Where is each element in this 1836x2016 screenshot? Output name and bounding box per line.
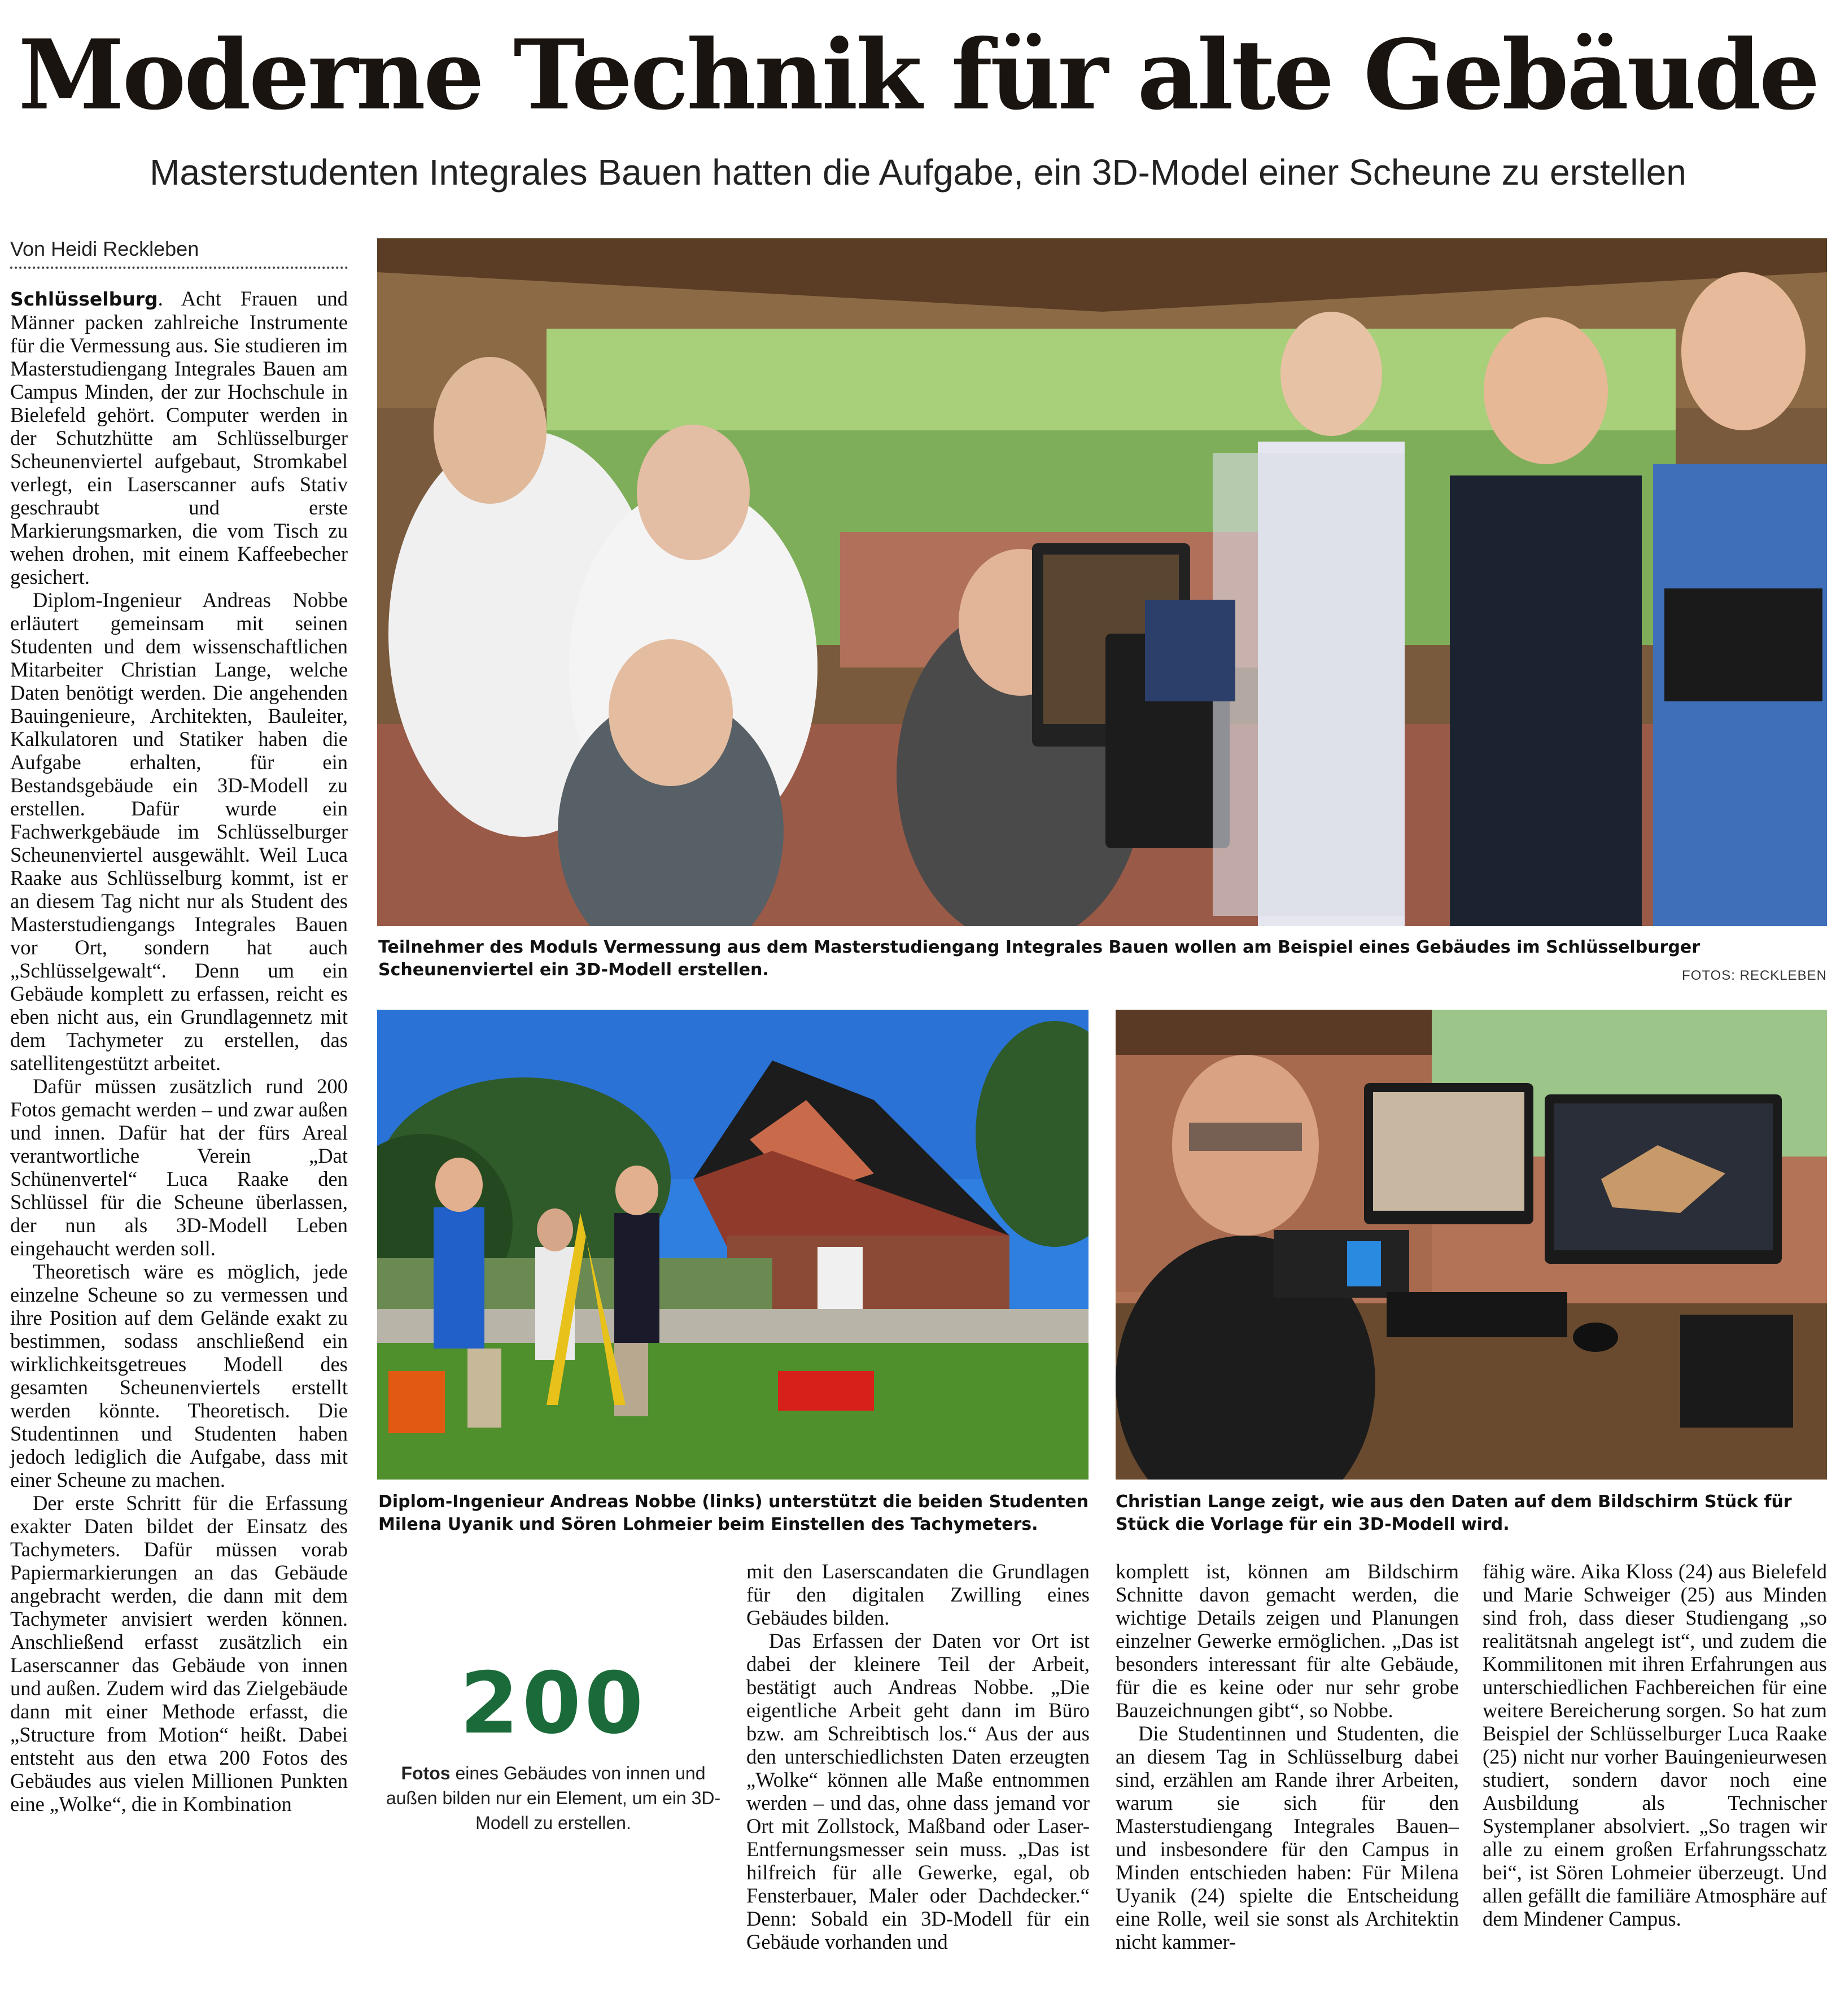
dateline: Schlüsselburg bbox=[10, 288, 158, 310]
headline: Moderne Technik für alte Gebäude bbox=[18, 19, 1818, 132]
paragraph: Das Erfassen der Daten vor Ort ist dabei der kleinere Teil der Arbeit, bestätigt auch Andreas Nobbe. „Die eigentliche Arbeit geht dann im Büro bzw. am Schreibtisch los.“ Aus der aus den unterschiedlichsten Daten erzeugten „Wolke“ können alle Maße entnommen werden – und das, ohne dass jemand vor Ort mit Zollstock, Maßband oder Laser-Entfernungsmesser sein muss. „Das ist hilfreich für alle Gewerke, egal, ob Fensterbauer, Maler oder Dachdecker.“ Denn: Sobald ein 3D-Modell für ein Gebäude vorhanden und bbox=[746, 1629, 1090, 1953]
outdoor-photo-caption: Diplom-Ingenieur Andreas Nobbe (links) unterstützt die beiden Studenten Milena Uyanik und Sören Lohmeier beim Einstellen des Tachymeters. bbox=[378, 1492, 1089, 1534]
outdoor-photo bbox=[377, 1010, 1089, 1480]
main-photo-group bbox=[377, 238, 1827, 926]
paragraph: Die Studentinnen und Studenten, die an diesem Tag in Schlüsselburg dabei sind, erzählen am Rande ihrer Arbeiten, warum sie sich für den Masterstudiengang Integrales Bauen– und insbesondere für den Campus in Minden entschieden haben: Für Milena Uyanik (24) spielte die Entscheidung eine Rolle, weil sie sonst als Architektin nicht kammer- bbox=[1116, 1722, 1459, 1953]
paragraph: Dafür müssen zusätzlich rund 200 Fotos gemacht werden – und zwar außen und innen. Dafür hat der fürs Areal verantwortliche Verein „Dat Schünenvertel“ Luca Raake den Schlüssel für die Scheune überlassen, der nun als 3D-Modell Leben eingehaucht werden soll. bbox=[10, 1075, 348, 1260]
paragraph: Der erste Schritt für die Erfassung exakter Daten bildet der Einsatz des Tachymeters. Dafür müssen vorab Papiermarkierungen an das Gebäude angebracht werden, die dann mit dem Tachymeter anvisiert werden können. Anschließend erfasst zusätzlich ein Laserscanner das Gebäude von innen und außen. Zudem wird das Zielgebäude dann mit einer Methode erfasst, die „Structure from Motion“ heißt. Dabei entsteht aus den etwa 200 Fotos des Gebäudes aus vielen Millionen Punkten eine „Wolke“, die in Kombination bbox=[10, 1491, 348, 1816]
paragraph: Schlüsselburg. Acht Frauen und Männer packen zahlreiche Instrumente für die Vermessung aus. Sie studieren im Masterstudiengang Integrales Bauen am Campus Minden, der zur Hochschule in Bielefeld gehört. Computer werden in der Schutzhütte am Schlüsselburger Scheunenviertel aufgebaut, Stromkabel verlegt, ein Laserscanner aufs Stativ geschraubt und erste Markierungsmarken, die vom Tisch zu wehen drohen, mit einem Kaffeebecher gesichert. bbox=[10, 287, 348, 588]
article-column-3 bbox=[1116, 1560, 1459, 2011]
author-byline: Von Heidi Reckleben bbox=[10, 237, 348, 269]
monitor-photo bbox=[1116, 1010, 1827, 1480]
paragraph: Diplom-Ingenieur Andreas Nobbe erläutert gemeinsam mit seinen Studenten und dem wissenschaftlichen Mitarbeiter Christian Lange, welche Daten benötigt werden. Die angehenden Bauingenieure, Architekten, Bauleiter, Kalkulatoren und Statiker haben die Aufgabe erhalten, für ein Bestandsgebäude ein 3D-Modell zu erstellen. Dafür wurde ein Fachwerkgebäude im Schlüsselburger Scheunenviertel ausgewählt. Weil Luca Raake aus Schlüsselburg kommt, ist er an diesem Tag nicht nur als Student des Masterstudiengangs Integrales Bauen vor Ort, sondern hat auch „Schlüsselgewalt“. Denn um ein Gebäude komplett zu erfassen, reicht es eben nicht aus, ein Grundlagennetz mit dem Tachymeter zu erstellen, das satellitengestützt arbeitet. bbox=[10, 588, 348, 1075]
paragraph: mit den Laserscandaten die Grundlagen für den digitalen Zwilling eines Gebäudes bilden. bbox=[746, 1560, 1090, 1629]
monitor-photo-caption: Christian Lange zeigt, wie aus den Daten auf dem Bildschirm Stück für Stück die Vorlage für ein 3D-Modell wird. bbox=[1116, 1492, 1792, 1534]
main-photo-caption: Teilnehmer des Moduls Vermessung aus dem Masterstudiengang Integrales Bauen wollen am Beispiel eines Gebäudes im Schlüsselburger Scheunenviertel ein 3D-Modell erstellen. bbox=[378, 937, 1701, 980]
paragraph: fähig wäre. Aika Kloss (24) aus Bielefeld und Marie Schweiger (25) aus Minden sind froh, dass dieser Studiengang „so realitätsnah angelegt ist“, und zudem die Kommilitonen mit ihren Erfahrungen aus unterschiedlichen Fachbereichen für eine weitere Bereicherung sorgen. So hat zum Beispiel der Schlüsselburger Luca Raake (25) nicht nur vorher Bauingenieurwesen studiert, sondern davor noch eine Ausbildung als Technischer Systemplaner absolviert. „So tragen wir alle zu einem großen Erfahrungsschatz bei“, ist Sören Lohmeier überzeugt. Und allen gefällt die familiäre Atmosphäre auf dem Mindener Campus. bbox=[1483, 1560, 1827, 1930]
factbox-text: Fotos eines Gebäudes von innen und außen bilden nur ein Element, um ein 3D-Modell zu erstellen. bbox=[386, 1763, 721, 1833]
factbox-number: 200 bbox=[460, 1655, 647, 1753]
subline: Masterstudenten Integrales Bauen hatten die Aufgabe, ein 3D-Model einer Scheune zu erstellen bbox=[150, 152, 1686, 193]
paragraph: Theoretisch wäre es möglich, jede einzelne Scheune so zu vermessen und ihre Position auf dem Gelände exakt zu bestimmen, sodass anschließend ein wirklichkeitsgetreues Modell des gesamten Scheunenviertels erstellt werden könnte. Theoretisch. Die Studentinnen und Studenten haben jedoch lediglich die Aufgabe, dass mit einer Scheune zu machen. bbox=[10, 1260, 348, 1491]
photo-credit: FOTOS: RECKLEBEN bbox=[1682, 968, 1827, 983]
article-column-1 bbox=[10, 287, 348, 2009]
article-column-4 bbox=[1483, 1560, 1827, 2011]
article-column-2 bbox=[746, 1560, 1090, 2011]
paragraph: komplett ist, können am Bildschirm Schnitte davon gemacht werden, die wichtige Details zeigen und Planungen einzelner Gewerke ermöglichen. „Das ist besonders interessant für alte Gebäude, für die es keine oder nur sehr grobe Bauzeichnungen gibt“, so Nobbe. bbox=[1116, 1560, 1459, 1722]
